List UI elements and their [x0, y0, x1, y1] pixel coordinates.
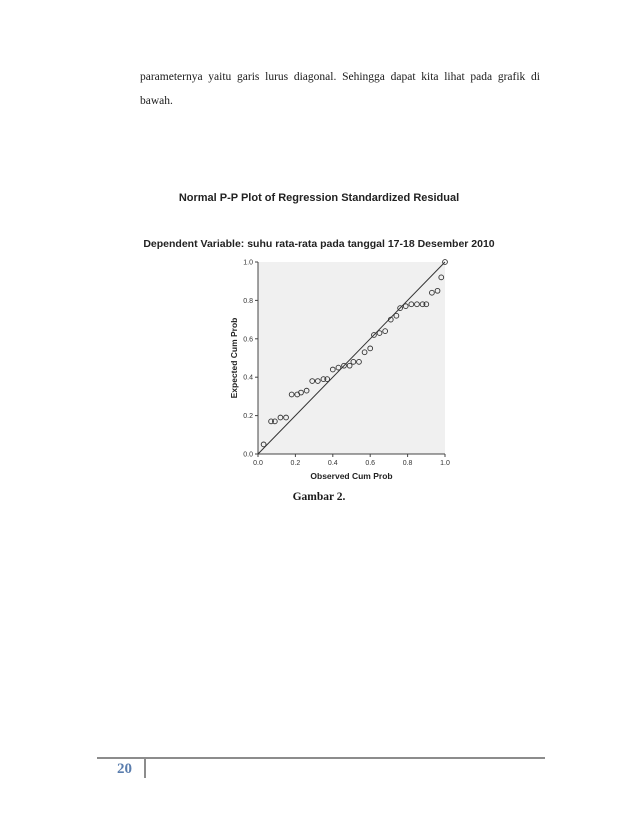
paragraph-line-1: parameternya yaitu garis lurus diagonal. Sehingga dapat kita lihat pada grafik di: [140, 71, 540, 83]
x-tick-label: 0.0: [253, 460, 263, 467]
page-number-divider: [144, 759, 146, 778]
y-tick-label: 1.0: [243, 259, 253, 267]
chart-subtitle: Dependent Variable: suhu rata-rata pada tanggal 17-18 Desember 2010: [143, 238, 495, 250]
x-axis-label: Observed Cum Prob: [310, 471, 393, 481]
y-tick-label: 0.2: [243, 413, 253, 421]
y-tick-label: 0.0: [243, 451, 253, 459]
y-tick-label: 0.6: [243, 336, 253, 344]
y-tick-label: 0.8: [243, 297, 253, 305]
x-tick-label: 0.4: [327, 460, 338, 467]
x-tick-label: 1.0: [440, 460, 450, 467]
x-tick-label: 0.2: [290, 460, 301, 467]
paragraph-line-2: bawah.: [140, 95, 173, 107]
x-tick-label: 0.6: [365, 460, 376, 467]
y-tick-label: 0.4: [243, 374, 253, 382]
figure-caption: Gambar 2.: [292, 491, 346, 503]
footer-rule: [97, 757, 545, 759]
y-axis-label: Expected Cum Prob: [229, 317, 239, 399]
chart-title: Normal P-P Plot of Regression Standardized Residual: [178, 192, 460, 204]
x-tick-label: 0.8: [402, 460, 413, 467]
page-number: 20: [117, 761, 132, 777]
